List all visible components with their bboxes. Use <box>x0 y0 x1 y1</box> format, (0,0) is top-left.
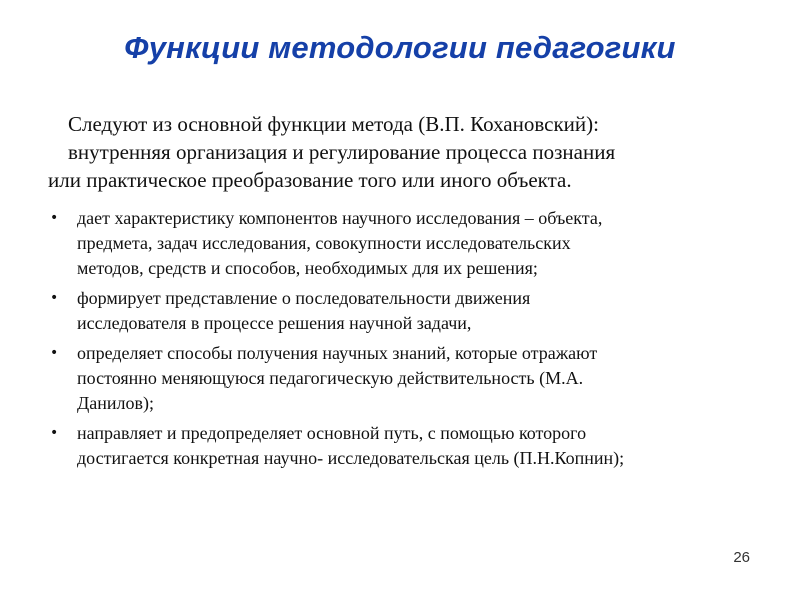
slide-title: Функции методологии педагогики <box>124 30 676 65</box>
bullet-line: исследователя в процессе решения научной задачи, <box>77 313 472 333</box>
intro-line: внутренняя организация и регулирование процесса познания <box>68 140 616 164</box>
intro-line: или практическое преобразование того или иного объекта. <box>48 168 572 192</box>
bullet-line: формирует представление о последовательности движения <box>77 288 531 308</box>
bullet-line: дает характеристику компонентов научного исследования – объекта, <box>77 208 603 228</box>
intro-paragraph <box>48 110 788 194</box>
bullet-item <box>48 286 788 336</box>
bullet-icon: • <box>50 290 59 306</box>
bullet-icon: • <box>50 210 59 226</box>
bullet-item <box>48 206 788 281</box>
bullet-line: предмета, задач исследования, совокупности исследовательских <box>77 233 571 253</box>
bullet-icon: • <box>50 345 59 361</box>
intro-line: Следуют из основной функции метода (В.П. Кохановский): <box>68 112 599 136</box>
bullet-line: направляет и предопределяет основной путь, с помощью которого <box>77 423 587 443</box>
page-number: 26 <box>733 549 750 566</box>
bullet-line: Данилов); <box>77 393 155 413</box>
bullet-icon: • <box>50 425 59 441</box>
bullet-line: постоянно меняющуюся педагогическую действительность (М.А. <box>77 368 584 388</box>
bullet-list <box>48 206 788 476</box>
bullet-item <box>48 421 788 471</box>
bullet-line: достигается конкретная научно- исследовательская цель (П.Н.Копнин); <box>77 448 625 468</box>
bullet-line: определяет способы получения научных знаний, которые отражают <box>77 343 598 363</box>
bullet-line: методов, средств и способов, необходимых для их решения; <box>77 258 538 278</box>
bullet-item <box>48 341 788 416</box>
